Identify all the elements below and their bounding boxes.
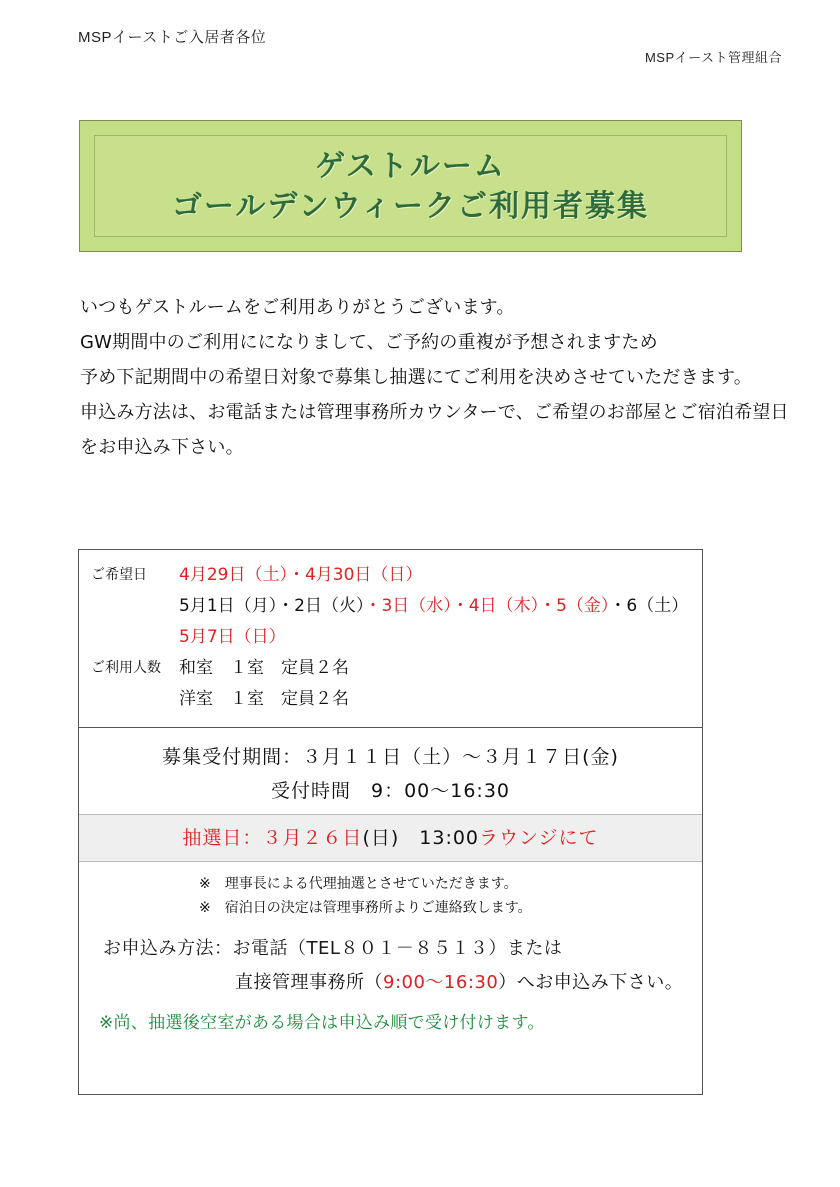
table-row xyxy=(79,622,702,653)
intro-line-2: GW期間中のご利用にになりまして、ご予約の重複が予想されますため xyxy=(80,332,658,353)
apply-line-2-part-a: 直接管理事務所（ xyxy=(235,972,383,993)
wish-date-line-3: 5月7日（日） xyxy=(179,627,286,647)
apply-line-2-part-c: ）へお申込み下さい。 xyxy=(498,972,684,993)
apply-line-1: お申込み方法：お電話（TEL８０１－８５１３）または xyxy=(103,938,563,959)
table-row xyxy=(79,684,702,715)
wish-date-line-1: 4月29日（土）・4月30日（日） xyxy=(179,565,423,585)
intro-line-5: をお申込み下さい。 xyxy=(80,437,244,458)
title-line-2: ゴールデンウィークご利用者募集 xyxy=(172,189,649,224)
capacity-line-2: 洋室 １室 定員２名 xyxy=(179,689,349,709)
table-row xyxy=(79,653,702,684)
table-bottom-spacer xyxy=(79,1038,702,1084)
table-section-application xyxy=(79,727,702,1094)
reception-hours: 受付時間 9：00～16:30 xyxy=(270,780,511,802)
table-section-dates xyxy=(79,550,702,727)
table-row xyxy=(79,560,702,591)
wish-date-line-2-part-b: ・3日（水）・4日（木）・5（金） xyxy=(364,596,610,616)
header-issuer: MSPイースト管理組合 xyxy=(644,50,782,65)
lottery-date: 抽選日：３月２６日 xyxy=(182,827,363,849)
title-line-1: ゲストルーム xyxy=(315,149,506,184)
capacity-label: ご利用人数 xyxy=(91,660,161,676)
header-addressee: MSPイーストご入居者各位 xyxy=(78,29,267,46)
intro-paragraph xyxy=(80,290,789,465)
wish-date-line-2-part-c: ・6（土） xyxy=(609,596,689,616)
wish-date-line-2-part-a: 5月1日（月）・2日（火） xyxy=(179,596,365,616)
capacity-line-1: 和室 １室 定員２名 xyxy=(179,658,349,678)
lottery-highlight-band xyxy=(79,814,702,862)
wish-date-label: ご希望日 xyxy=(91,567,147,583)
intro-line-4: 申込み方法は、お電話または管理事務所カウンターで、ご希望のお部屋とご宿泊希望日 xyxy=(80,402,789,423)
apply-line-2 xyxy=(103,966,702,1000)
title-plaque xyxy=(79,120,742,252)
note-1: ※ 理事長による代理抽選とさせていただきます。 xyxy=(199,876,518,892)
application-method xyxy=(79,920,702,1000)
lottery-notes xyxy=(79,862,702,920)
lottery-place: ラウンジにて xyxy=(479,827,599,849)
intro-line-1: いつもゲストルームをご利用ありがとうございます。 xyxy=(80,297,515,318)
wish-date-line-2 xyxy=(179,591,702,622)
title-text xyxy=(80,147,741,227)
details-table xyxy=(78,549,703,1095)
intro-line-3: 予め下記期間中の希望日対象で募集し抽選にてご利用を決めさせていただきます。 xyxy=(80,367,752,388)
lottery-line xyxy=(79,821,702,855)
lottery-time: (日) 13:00 xyxy=(362,827,480,849)
table-row xyxy=(79,591,702,622)
apply-office-hours: 9:00～16:30 xyxy=(383,972,499,993)
footnote: ※尚、抽選後空室がある場合は申込み順で受け付けます。 xyxy=(99,1013,545,1033)
note-2: ※ 宿泊日の決定は管理事務所よりご連絡致します。 xyxy=(199,900,532,916)
application-period: 募集受付期間：３月１１日（土）～３月１７日(金) xyxy=(162,746,619,768)
